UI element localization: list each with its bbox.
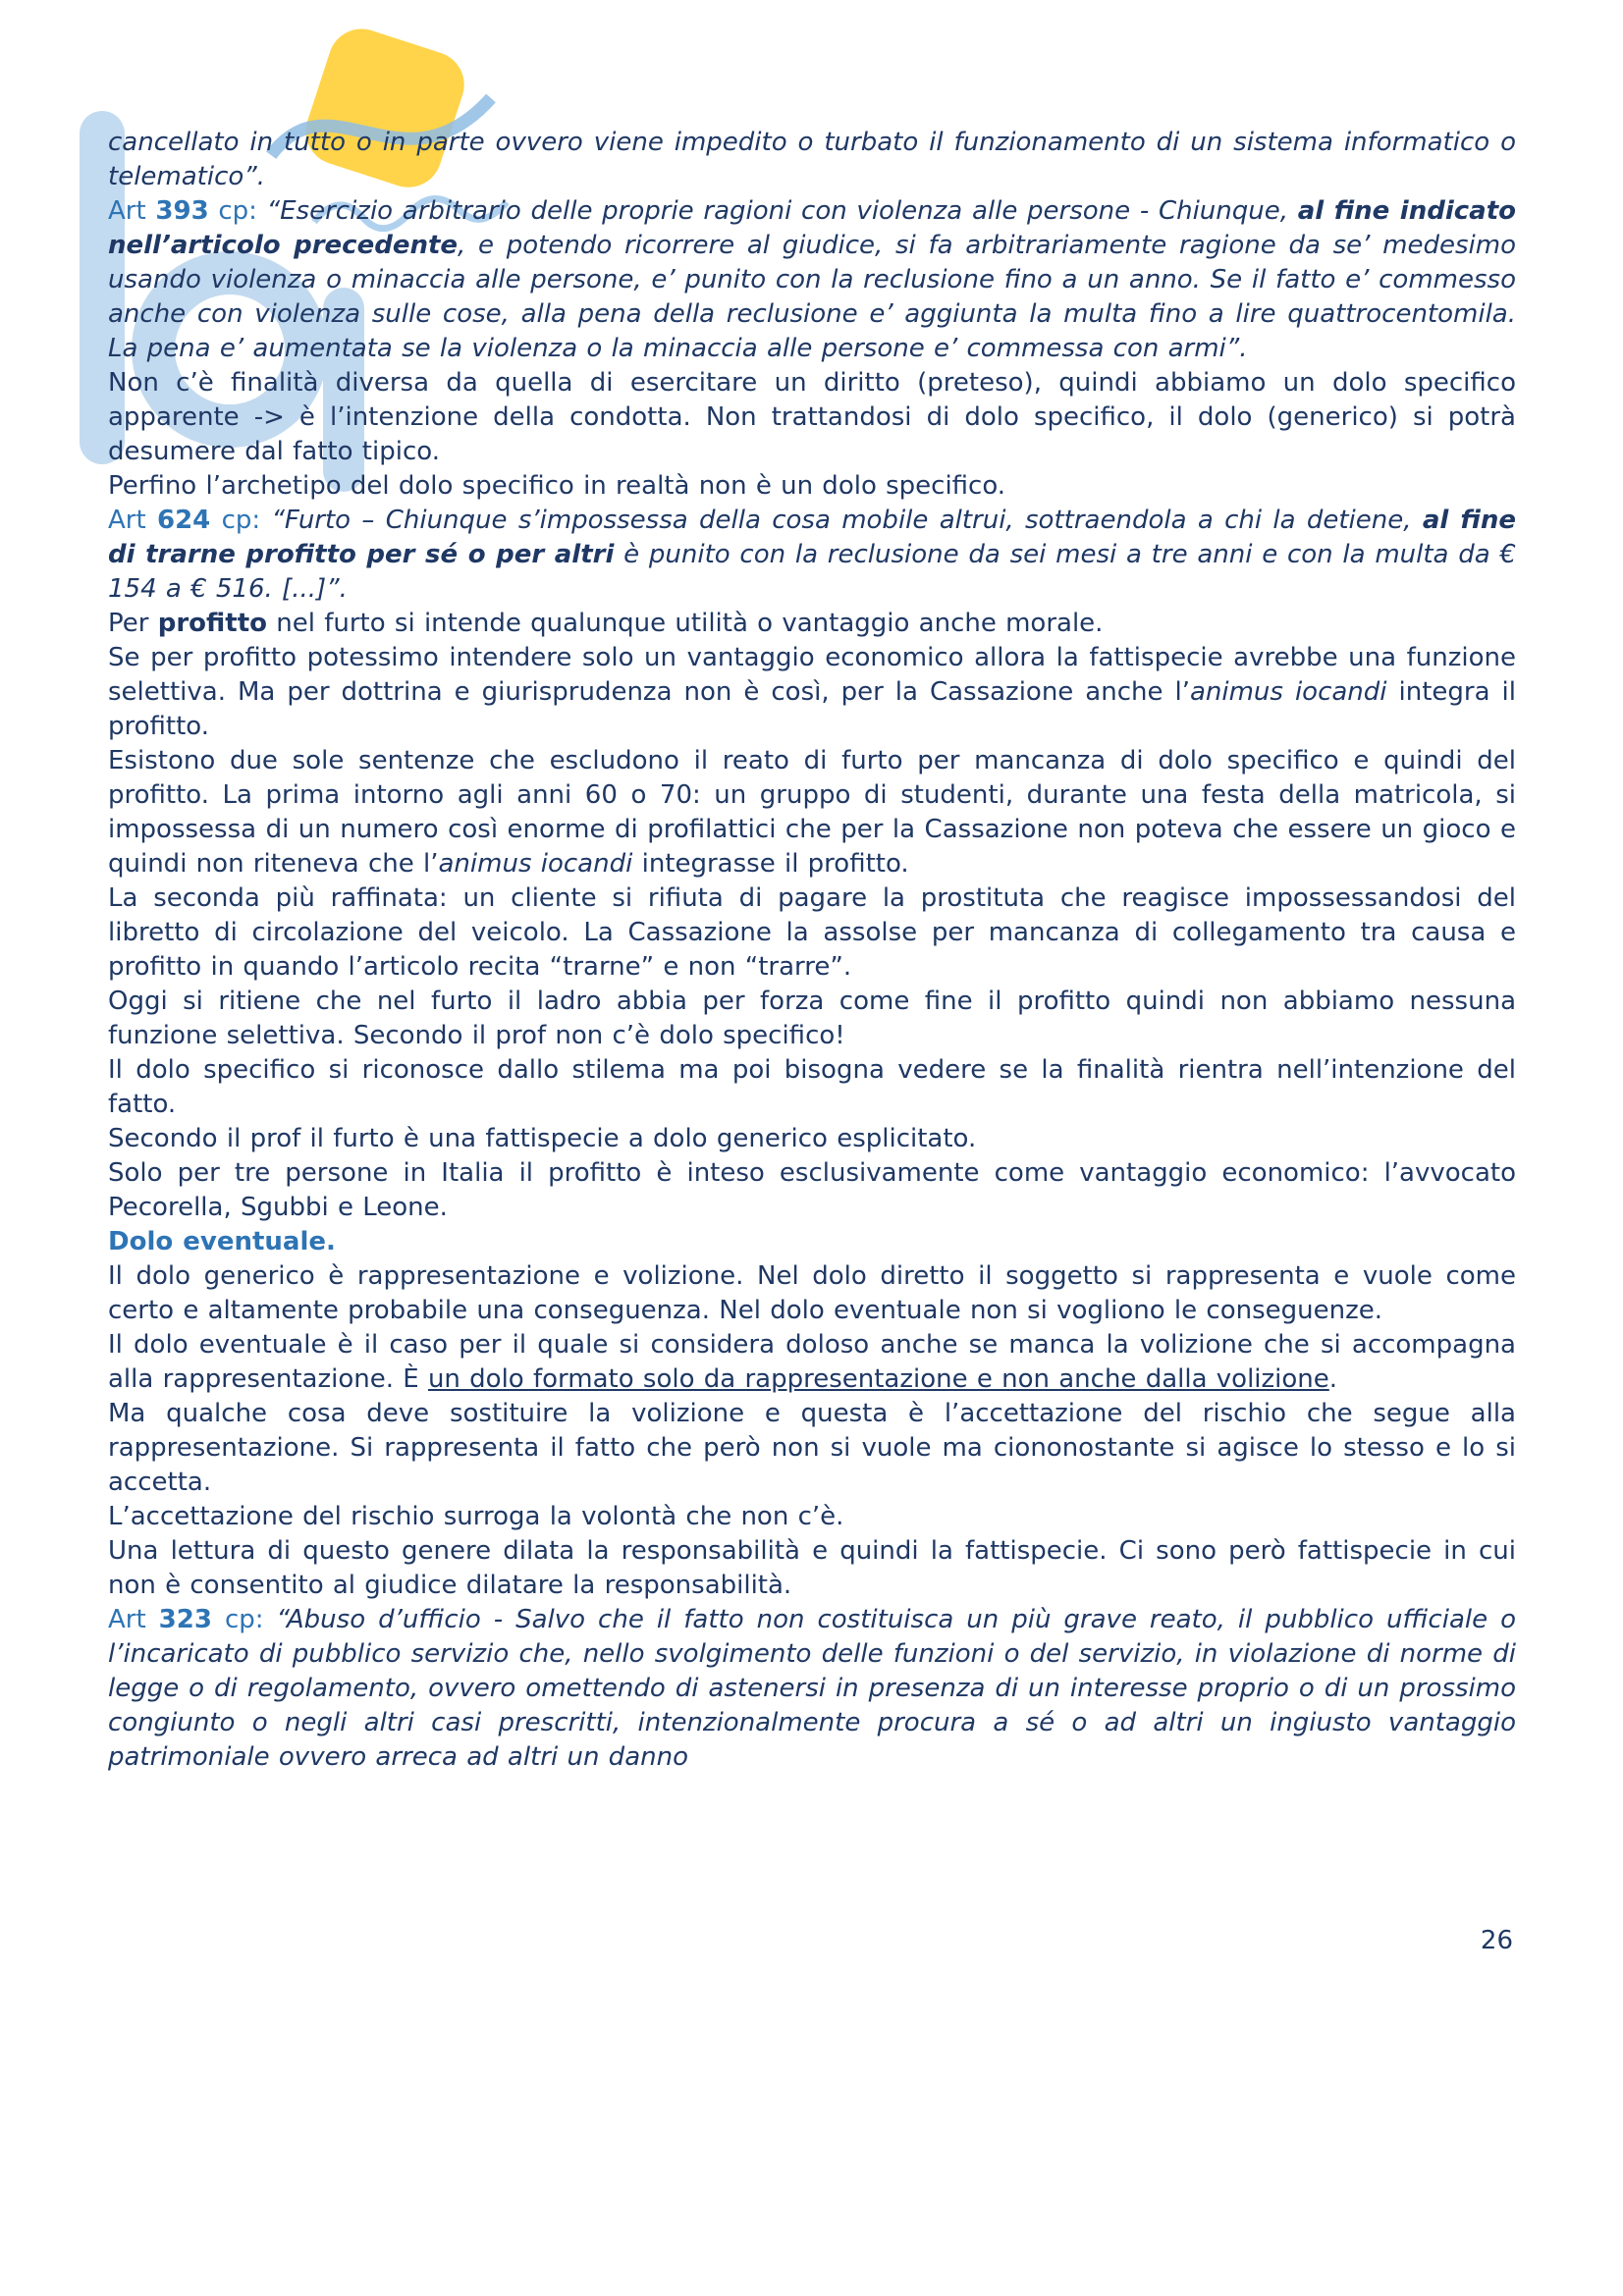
paragraph-art-393	[108, 194, 1516, 366]
paragraph-archetipo	[108, 469, 1516, 504]
document-body	[108, 126, 1516, 1775]
paragraph-dolo-generico-rappresentazione	[108, 1259, 1516, 1328]
text-run: nel furto si intende qualunque utilità o vantaggio anche morale.	[267, 609, 1104, 638]
text-run: Ma qualche cosa deve sostituire la volizione e questa è l’accettazione del rischio che segue alla rappresentazione. Si rappresenta il fatto che però non si vuole ma ciononostante si agisce lo stesso e lo si accetta.	[108, 1399, 1516, 1497]
text-run: Il dolo generico è rappresentazione e volizione. Nel dolo diretto il soggetto si rappresenta e vuole come certo e altamente probabile una conseguenza. Nel dolo eventuale non si vogliono le conseguenze.	[108, 1261, 1516, 1325]
text-run: al fine indicato nell’articolo precedente	[108, 196, 1516, 260]
text-run: Dolo eventuale.	[108, 1227, 336, 1256]
text-run: Se per profitto potessimo intendere solo un vantaggio economico allora la fattispecie avrebbe una funzione selettiva. Ma per dottrina e giurisprudenza non è così, per la Cassazione anche l’	[108, 643, 1516, 707]
text-run: Esistono due sole sentenze che escludono il reato di furto per mancanza di dolo specifico e quindi del profitto. La prima intorno agli anni 60 o 70: un gruppo di studenti, durante una festa della matricola, si impossessa di un numero così enorme di profilattici che per la Cassazione non poteva che essere un gioco e quindi non riteneva che l’	[108, 746, 1516, 879]
text-run: integrasse il profitto.	[632, 849, 909, 879]
text-run: animus iocandi	[1189, 677, 1387, 707]
text-run: “Esercizio arbitrario delle proprie ragioni con violenza alle persone - Chiunque,	[266, 196, 1298, 226]
paragraph-art-323	[108, 1603, 1516, 1775]
paragraph-profitto-definizione	[108, 607, 1516, 641]
text-run: Oggi si ritiene che nel furto il ladro abbia per forza come fine il profitto quindi non abbiamo nessuna funzione selettiva. Secondo il prof non c’è dolo specifico!	[108, 987, 1516, 1050]
paragraph-funzione-selettiva	[108, 641, 1516, 744]
text-run: 624	[156, 506, 211, 535]
text-run: , e potendo ricorrere al giudice, si fa arbitrariamente ragione da se’ medesimo usando violenza o minaccia alle persone, e’ punito con la reclusione fino a un anno. Se il fatto e’ commesso anche con violenza sulle cose, alla pena della reclusione e’ aggiunta la multa fino a lire quattrocentomila. La pena e’ aumentata se la violenza o la minaccia alle persone e’ commessa con armi”.	[108, 231, 1516, 363]
paragraph-dolo-generico-esplicitato	[108, 1122, 1516, 1156]
text-run: al fine di trarne profitto per sé o per altri	[108, 506, 1516, 569]
paragraph-art-624	[108, 504, 1516, 607]
text-run: Art	[108, 1605, 159, 1634]
text-run: Non c’è finalità diversa da quella di esercitare un diritto (preteso), quindi abbiamo un dolo specifico apparente -> è l’intenzione della condotta. Non trattandosi di dolo specifico, il dolo (generico) si potrà desumere dal fatto tipico.	[108, 368, 1516, 466]
text-run: animus iocandi	[438, 849, 633, 879]
heading-dolo-eventuale	[108, 1225, 1516, 1259]
text-run: Solo per tre persone in Italia il profitto è inteso esclusivamente come vantaggio economico: l’avvocato Pecorella, Sgubbi e Leone.	[108, 1158, 1516, 1222]
text-run: L’accettazione del rischio surroga la volontà che non c’è.	[108, 1502, 844, 1531]
paragraph-oggi-si-ritiene	[108, 985, 1516, 1053]
text-run: 393	[155, 196, 209, 226]
text-run: profitto	[157, 609, 267, 638]
text-run: Una lettura di questo genere dilata la responsabilità e quindi la fattispecie. Ci sono però fattispecie in cui non è consentito al giudice dilatare la responsabilità.	[108, 1536, 1516, 1600]
paragraph-accettazione-rischio	[108, 1397, 1516, 1500]
text-run: un dolo formato solo da rappresentazione e non anche dalla volizione	[427, 1364, 1329, 1394]
text-run: Art	[108, 196, 156, 226]
page-number: 26	[1480, 1926, 1513, 1955]
paragraph-surroga-volonta	[108, 1500, 1516, 1534]
text-run: Perfino l’archetipo del dolo specifico in realtà non è un dolo specifico.	[108, 471, 1006, 501]
text-run: La seconda più raffinata: un cliente si rifiuta di pagare la prostituta che reagisce impossessandosi del libretto di circolazione del veicolo. La Cassazione la assolse per mancanza di collegamento tra causa e profitto in quando l’articolo recita “trarne” e non “trarre”.	[108, 883, 1516, 982]
text-run: Per	[108, 609, 158, 638]
text-run: cp:	[210, 506, 272, 535]
paragraph-sentenza-seconda	[108, 881, 1516, 985]
paragraph-tre-persone	[108, 1156, 1516, 1225]
paragraph-sentenza-prima	[108, 744, 1516, 881]
paragraph-lettura-dilata	[108, 1534, 1516, 1603]
paragraph-quote-continuation	[108, 126, 1516, 194]
text-run: integra il profitto.	[108, 677, 1516, 741]
text-run: Il dolo specifico si riconosce dallo stilema ma poi bisogna vedere se la finalità rientra nell’intenzione del fatto.	[108, 1055, 1516, 1119]
text-run: “Abuso d’ufficio - Salvo che il fatto non costituisca un più grave reato, il pubblico ufficiale o l’incaricato di pubblico servizio che, nello svolgimento delle funzioni o del servizio, in violazione di norme di legge o di regolamento, ovvero omettendo di astenersi in presenza di un interesse proprio o di un prossimo congiunto o negli altri casi prescritti, intenzionalmente procura a sé o ad altri un ingiusto vantaggio patrimoniale ovvero arreca ad altri un danno	[108, 1605, 1517, 1772]
text-run: .	[1328, 1364, 1338, 1394]
text-run: Il dolo eventuale è il caso per il quale si considera doloso anche se manca la volizione che si accompagna alla rappresentazione. È	[108, 1330, 1516, 1394]
paragraph-dolo-eventuale-definizione	[108, 1328, 1516, 1397]
paragraph-stilema	[108, 1053, 1516, 1122]
text-run: cp:	[211, 1605, 277, 1634]
text-run: 323	[158, 1605, 212, 1634]
text-run: “Furto – Chiunque s’impossessa della cosa mobile altrui, sottraendola a chi la detiene,	[271, 506, 1423, 535]
text-run: Art	[108, 506, 157, 535]
text-run: cancellato in tutto o in parte ovvero viene impedito o turbato il funzionamento di un sistema informatico o telematico”.	[108, 128, 1516, 191]
text-run: Secondo il prof il furto è una fattispecie a dolo generico esplicitato.	[108, 1124, 977, 1153]
paragraph-commento-finalita	[108, 366, 1516, 469]
text-run: cp:	[208, 196, 267, 226]
text-run: è punito con la reclusione da sei mesi a tre anni e con la multa da € 154 a € 516. [...]”.	[108, 540, 1516, 604]
